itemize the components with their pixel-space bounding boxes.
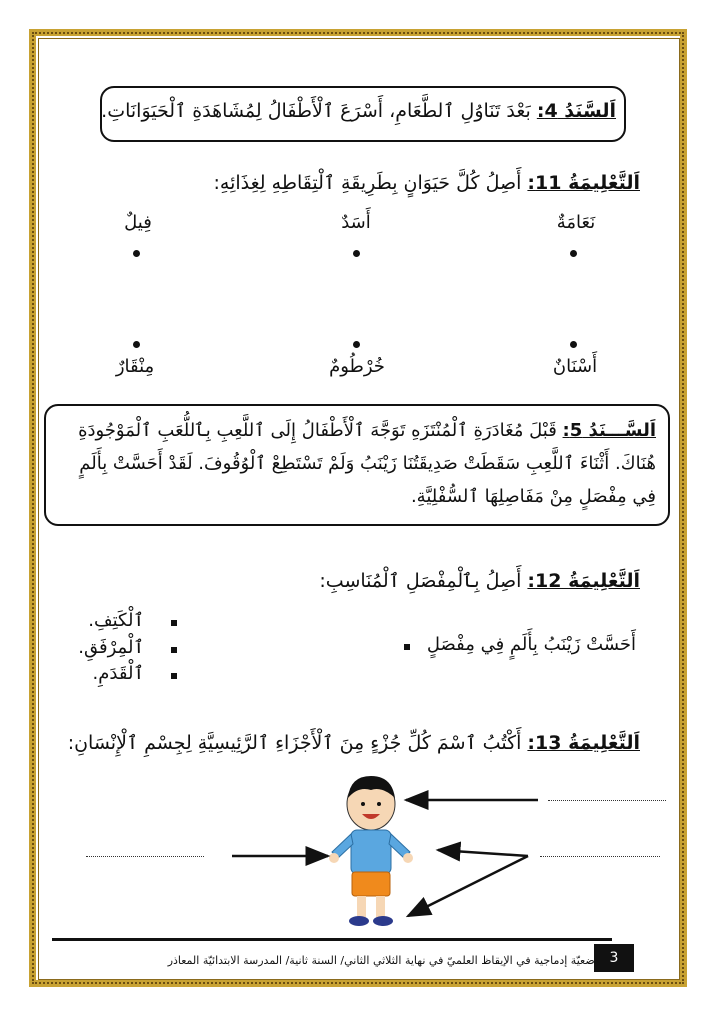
match-square-foot[interactable] <box>171 673 177 679</box>
task-13-label: اَلتَّعْلِيمَةُ 13: <box>527 732 640 754</box>
answer-line-limbs[interactable] <box>86 856 204 857</box>
match-dot-elephant[interactable] <box>133 250 140 257</box>
sanad-4-text: بَعْدَ تَنَاوُلِ ٱلطَّعَامِ، أَسْرَعَ ٱلْأَطْفَالُ لِمُشَاهَدَةِ ٱلْحَيَوَانَاتِ. <box>101 100 531 122</box>
match-dot-beak[interactable] <box>133 341 140 348</box>
option-shoulder: ٱلْكَتِفِ. <box>88 610 144 631</box>
tool-trunk: خُرْطُومٌ <box>329 356 385 377</box>
sanad-5-paragraph <box>60 414 656 513</box>
task-12-left-item: أَحَسَّتْ زَيْنَبُ بِأَلَمٍ فِي مِفْصَلٍ <box>426 634 636 655</box>
task-12-label: اَلتَّعْلِيمَةُ 12: <box>527 570 640 592</box>
animal-ostrich: نَعَامَةٌ <box>556 212 596 233</box>
sanad-5-text: قَبْلَ مُغَادَرَةِ ٱلْمُنْتَزَهِ تَوَجَّهَ ٱلْأَطْفَالُ إِلَى ٱللَّعِبِ بِٱللُّعَبِ ٱلْمَوْجُودَةِ هُنَاكَ. أَثْنَاءَ ٱللَّعِبِ سَقَطَتْ صَدِيقَتُنَا زَيْنَبُ وَلَمْ تَسْتَطِعْ ٱلْوُقُوفَ. لَقَدْ أَحَسَّتْ بِأَلَمٍ فِي مِفْصَلٍ مِنْ مَفَاصِلِهَا ٱلسُّفْلِيَّةِ. <box>78 420 656 507</box>
option-elbow: ٱلْمِرْفَقِ. <box>78 637 144 658</box>
sanad-5-label: اَلسَّـــنَدُ 5: <box>562 420 656 441</box>
match-dot-lion[interactable] <box>353 250 360 257</box>
animal-elephant: فِيلٌ <box>124 212 152 233</box>
match-square-elbow[interactable] <box>171 647 177 653</box>
task-11-label: اَلتَّعْلِيمَةُ 11: <box>527 172 640 194</box>
boy-figure <box>329 776 413 926</box>
tool-teeth: أَسْنَانٌ <box>552 356 598 377</box>
task-12-line <box>319 570 640 592</box>
task-13-line <box>68 732 640 754</box>
answer-line-trunk[interactable] <box>540 856 660 857</box>
task-11-line <box>214 172 640 194</box>
match-dot-trunk[interactable] <box>353 341 360 348</box>
sanad-4-line <box>101 100 616 122</box>
match-dot-ostrich[interactable] <box>570 250 577 257</box>
answer-line-head[interactable] <box>548 800 666 801</box>
footer-text: وضعيّة إدماجية في الإيقاظ العلميّ في نهاية الثلاثي الثاني/ السنة ثانية/ المدرسة الابتدائيّة المعاذر <box>167 954 600 967</box>
match-square-shoulder[interactable] <box>171 620 177 626</box>
task-13-text: أَكْتُبُ ٱسْمَ كُلِّ جُزْءٍ مِنَ ٱلْأَجْزَاءِ ٱلرَّئِيسِيَّةِ لِجِسْمِ ٱلْإِنْسَانِ: <box>67 732 522 754</box>
task-12-text: أَصِلُ بِٱلْمِفْصَلِ ٱلْمُنَاسِبِ: <box>319 570 522 592</box>
match-square-left[interactable] <box>404 644 410 650</box>
match-dot-teeth[interactable] <box>570 341 577 348</box>
page-number: 3 <box>594 944 634 972</box>
tool-beak: مِنْقَارٌ <box>115 356 155 377</box>
body-diagram <box>220 770 680 930</box>
task-11-text: أَصِلُ كُلَّ حَيَوَانٍ بِطَرِيقَةِ ٱلْتِقَاطِهِ لِغِذَائِهِ: <box>213 172 522 194</box>
option-foot: ٱلْقَدَمِ. <box>92 663 144 684</box>
sanad-4-label: اَلسَّنَدُ 4: <box>536 100 616 122</box>
animal-lion: أَسَدٌ <box>341 212 371 233</box>
footer-rule <box>52 938 612 941</box>
